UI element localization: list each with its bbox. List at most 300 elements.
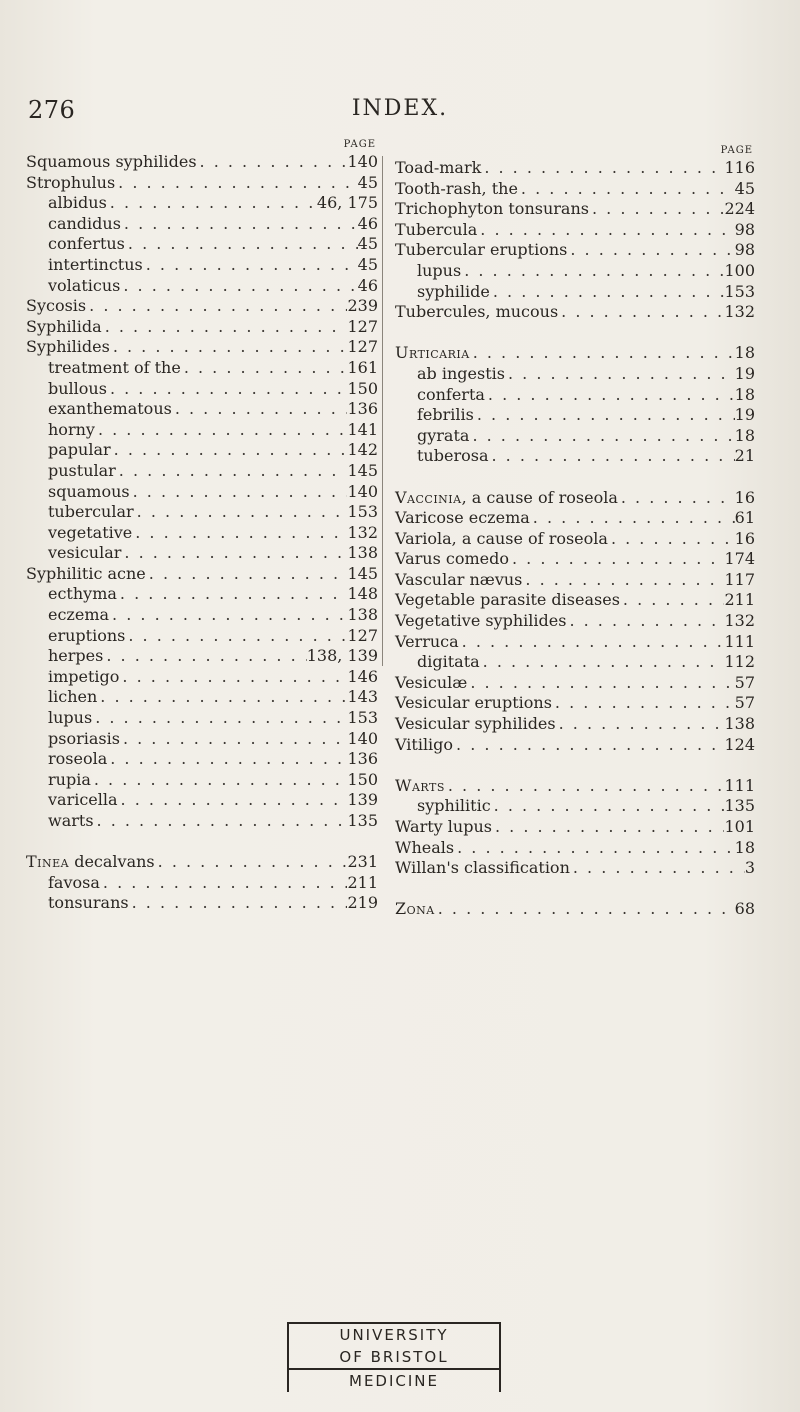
leader-dots [110, 337, 348, 358]
page-reference: 145 [347, 563, 378, 583]
index-term: Tooth-rash, the [395, 178, 518, 198]
stamp-line-bristol: OF BRISTOL [339, 1348, 449, 1366]
index-entry [26, 852, 378, 873]
leader-dots [445, 776, 725, 797]
index-term: gyrata [417, 425, 470, 445]
index-entry [395, 673, 755, 694]
index-entry [26, 276, 378, 297]
index-entry [26, 440, 378, 461]
index-entry [26, 214, 378, 235]
page-reference: 45 [357, 172, 378, 192]
index-entry [26, 770, 378, 791]
entry-gap [395, 879, 755, 900]
leader-dots [474, 405, 735, 426]
index-term: intertinctus [48, 254, 143, 274]
page-reference: 16 [734, 528, 755, 548]
index-entry [395, 385, 755, 406]
page-reference: 153 [347, 502, 378, 522]
page-reference: 46, 175 [316, 193, 378, 213]
page-reference: 18 [734, 425, 755, 445]
index-entry [26, 482, 378, 503]
leader-dots [461, 261, 724, 282]
page-reference: 45 [734, 178, 755, 198]
index-entry [26, 399, 378, 420]
index-term: rupia [48, 769, 91, 789]
index-entry [26, 255, 378, 276]
index-entry [395, 776, 755, 797]
leader-dots [107, 193, 317, 214]
leader-dots [115, 173, 357, 194]
leader-dots [102, 317, 348, 338]
leader-dots [488, 446, 734, 467]
index-entry [395, 220, 755, 241]
index-entry [395, 240, 755, 261]
index-term: candidus [48, 213, 121, 233]
leader-dots [435, 899, 735, 920]
leader-dots [620, 590, 725, 611]
page-reference: 161 [347, 357, 378, 377]
page-column-label: PAGE [720, 145, 753, 156]
index-entry [26, 584, 378, 605]
index-term: vegetative [48, 522, 133, 542]
index-term: lupus [417, 260, 462, 280]
page-reference: 135 [347, 811, 378, 830]
index-entry [26, 790, 378, 811]
page-reference: 101 [724, 817, 755, 836]
page-reference: 211 [724, 590, 755, 610]
page-reference: 127 [347, 337, 378, 357]
leader-dots [453, 735, 724, 756]
page-reference: 57 [734, 693, 755, 713]
index-term: Tubercular eruptions [395, 240, 568, 260]
page-reference: 18 [734, 343, 755, 363]
page-reference: 127 [347, 316, 378, 336]
leader-dots [134, 502, 348, 523]
index-term: tubercular [48, 502, 134, 522]
leader-dots [589, 199, 724, 220]
page-reference: 224 [724, 199, 755, 219]
page-reference: 145 [347, 460, 378, 480]
index-term: Strophulus [26, 172, 116, 192]
page-reference: 132 [724, 611, 755, 631]
page-reference: 57 [734, 672, 755, 692]
leader-dots [119, 667, 347, 688]
index-term: favosa [48, 872, 100, 892]
index-entry [26, 687, 378, 708]
index-entry [395, 158, 755, 179]
leader-dots [107, 379, 348, 400]
leader-dots [480, 652, 725, 673]
index-entry [26, 317, 378, 338]
leader-dots [518, 179, 735, 200]
index-term: exanthematous [48, 399, 172, 419]
leader-dots [92, 708, 347, 729]
page-reference: 45 [357, 234, 378, 254]
index-term-head: Vaccinia [395, 487, 462, 507]
index-entry [395, 590, 755, 611]
index-entry [26, 173, 378, 194]
leader-dots [103, 646, 306, 667]
leader-dots [118, 790, 348, 811]
index-term: digitata [417, 652, 480, 672]
page-reference: 98 [734, 219, 755, 239]
index-term-head: Tinea [26, 852, 70, 872]
index-entry [26, 420, 378, 441]
index-term [395, 343, 470, 364]
page-reference: 68 [734, 899, 755, 919]
page-reference: 46 [357, 275, 378, 295]
index-term: Tubercula [395, 219, 478, 239]
leader-dots [567, 240, 734, 261]
index-term: Vesicular syphilides [395, 714, 556, 734]
leader-dots [505, 364, 735, 385]
leader-dots [95, 420, 348, 441]
index-term: lichen [48, 687, 98, 707]
leader-dots [155, 852, 348, 873]
leader-dots [121, 214, 358, 235]
index-term: lupus [48, 708, 93, 728]
leader-dots [491, 796, 725, 817]
page-reference: 18 [734, 837, 755, 857]
index-column-left [26, 138, 378, 914]
index-term [395, 776, 445, 797]
index-term-rest: , a cause of roseola [461, 487, 618, 507]
page-reference: 140 [347, 152, 378, 171]
page-reference: 138 [347, 605, 378, 625]
page-reference: 146 [347, 666, 378, 686]
leader-dots [477, 220, 734, 241]
leader-dots [492, 817, 724, 838]
page-reference: 139 [347, 790, 378, 810]
leader-dots [552, 693, 735, 714]
index-term: Vegetable parasite diseases [395, 590, 620, 610]
leader-dots [117, 584, 348, 605]
leader-dots [111, 440, 348, 461]
leader-dots [121, 543, 347, 564]
leader-dots [459, 632, 725, 653]
page-reference: 140 [347, 481, 378, 501]
stamp-line-medicine: MEDICINE [289, 1368, 499, 1392]
page-reference: 112 [724, 652, 755, 672]
leader-dots [172, 399, 348, 420]
index-term: tonsurans [48, 893, 129, 913]
index-entry [26, 708, 378, 729]
index-term: conferta [417, 384, 485, 404]
leader-dots [618, 488, 735, 509]
index-term: Vascular nævus [395, 569, 523, 589]
leader-dots [91, 770, 348, 791]
page-reference: 111 [724, 775, 755, 795]
index-entry [395, 652, 755, 673]
page-reference: 141 [347, 419, 378, 439]
index-entry [26, 564, 378, 585]
index-entry [395, 714, 755, 735]
index-entry [395, 199, 755, 220]
index-term: Vitiligo [395, 734, 454, 754]
leader-dots [146, 564, 348, 585]
index-entry [26, 749, 378, 770]
page-reference: 231 [347, 852, 378, 872]
index-term: warts [48, 811, 94, 830]
leader-dots [109, 605, 347, 626]
index-entry [26, 523, 378, 544]
index-term: Verruca [395, 631, 459, 651]
page-reference: 148 [347, 584, 378, 604]
entry-gap [395, 467, 755, 488]
index-term [26, 852, 155, 873]
index-term: Wheals [395, 837, 455, 857]
index-term: Varicose eczema [395, 508, 530, 528]
index-term-head: Warts [395, 775, 445, 795]
leader-dots [132, 523, 347, 544]
index-term: bullous [48, 378, 107, 398]
index-term: ab ingestis [417, 363, 505, 383]
page-number: 276 [28, 96, 76, 124]
index-entry [26, 605, 378, 626]
running-head [28, 96, 772, 130]
index-term: eruptions [48, 625, 126, 645]
leader-dots [120, 276, 357, 297]
page-column-label: PAGE [343, 139, 376, 150]
index-entry [395, 446, 755, 467]
page-reference: 111 [724, 631, 755, 651]
leader-dots [143, 255, 358, 276]
index-term: papular [48, 440, 111, 460]
page-reference: 132 [347, 522, 378, 542]
page-reference: 239 [347, 296, 378, 316]
index-term [395, 488, 618, 509]
index-entry [395, 405, 755, 426]
entry-gap [395, 755, 755, 776]
page-reference: 46 [357, 213, 378, 233]
page-reference: 150 [347, 769, 378, 789]
index-entry [26, 893, 378, 914]
index-term: Varus comedo [395, 549, 509, 569]
library-stamp [287, 1322, 501, 1392]
leader-dots [107, 749, 347, 770]
page-reference: 116 [724, 158, 755, 177]
index-entry [26, 543, 378, 564]
page-reference: 136 [347, 749, 378, 769]
page-reference: 100 [724, 260, 755, 280]
page-reference: 18 [734, 384, 755, 404]
index-term-head: Urticaria [395, 343, 470, 363]
index-term: Tubercules, mucous [395, 302, 559, 322]
leader-dots [558, 302, 724, 323]
index-term: Trichophyton tonsurans [395, 199, 589, 219]
index-entry [26, 729, 378, 750]
page-reference: 140 [347, 728, 378, 748]
index-term: confertus [48, 234, 125, 254]
index-term: herpes [48, 646, 104, 666]
index-term: treatment of the [48, 357, 181, 377]
index-term: volaticus [48, 275, 121, 295]
index-entry [395, 179, 755, 200]
index-entry [26, 152, 378, 173]
index-entry [395, 364, 755, 385]
index-entry [395, 693, 755, 714]
page-reference: 153 [347, 708, 378, 728]
index-term: tuberosa [417, 446, 489, 466]
leader-dots [469, 426, 734, 447]
index-entry [26, 461, 378, 482]
index-entry [395, 570, 755, 591]
leader-dots [608, 529, 735, 550]
page-reference: 16 [734, 487, 755, 507]
running-title: INDEX. [351, 96, 449, 121]
page-reference: 19 [734, 405, 755, 425]
index-entry [26, 502, 378, 523]
page-reference: 138, 139 [306, 646, 378, 666]
index-term: eczema [48, 605, 110, 625]
index-entry [26, 296, 378, 317]
leader-dots [181, 358, 348, 379]
index-entry [395, 858, 755, 879]
page-reference: 45 [357, 254, 378, 274]
leader-dots [490, 282, 725, 303]
index-entry [26, 626, 378, 647]
index-entry [395, 632, 755, 653]
page-reference: 21 [734, 446, 755, 466]
index-entry [395, 529, 755, 550]
index-term: albidus [48, 193, 107, 213]
leader-dots [116, 461, 348, 482]
leader-dots [86, 296, 347, 317]
index-entry [395, 549, 755, 570]
page-reference: 174 [724, 549, 755, 569]
leader-dots [570, 858, 745, 879]
index-term: vesicular [48, 543, 122, 563]
leader-dots [97, 687, 347, 708]
page-reference: 124 [724, 734, 755, 754]
page-reference: 150 [347, 378, 378, 398]
index-entry [395, 343, 755, 364]
index-term: febrilis [417, 405, 474, 425]
column-divider [382, 156, 383, 666]
leader-dots [556, 714, 725, 735]
index-entry [26, 358, 378, 379]
leader-dots [130, 482, 348, 503]
page-reference: 19 [734, 363, 755, 383]
leader-dots [522, 570, 724, 591]
leader-dots [485, 385, 735, 406]
page-reference: 138 [347, 543, 378, 563]
index-entry [395, 508, 755, 529]
page-reference: 3 [744, 858, 755, 878]
index-term: Willan's classification [395, 858, 570, 878]
index-entry [395, 838, 755, 859]
index-term: Squamous syphilides [26, 152, 197, 171]
index-term: Vegetative syphilides [395, 611, 567, 631]
page-reference: 135 [724, 796, 755, 816]
index-entry [395, 735, 755, 756]
index-entry [395, 611, 755, 632]
index-term: ecthyma [48, 584, 117, 604]
index-term [395, 899, 435, 920]
leader-dots [125, 234, 358, 255]
page-reference: 127 [347, 625, 378, 645]
index-entry [26, 193, 378, 214]
leader-dots [100, 873, 348, 894]
index-column-right [395, 138, 755, 920]
index-entry [26, 646, 378, 667]
index-term-head: Zona [395, 899, 435, 919]
index-term: Vesicular eruptions [395, 693, 552, 713]
index-term: impetigo [48, 666, 120, 686]
index-term: psoriasis [48, 728, 120, 748]
leader-dots [566, 611, 724, 632]
index-term-rest: decalvans [69, 852, 155, 872]
stamp-line-university: UNIVERSITY [339, 1326, 449, 1344]
leader-dots [530, 508, 735, 529]
index-entry [26, 337, 378, 358]
leader-dots [94, 811, 348, 832]
leader-dots [125, 626, 347, 647]
index-entry [395, 899, 755, 920]
index-term: horny [48, 419, 95, 439]
page-reference: 136 [347, 399, 378, 419]
index-term: roseola [48, 749, 108, 769]
leader-dots [509, 549, 724, 570]
leader-dots [129, 893, 348, 914]
index-term: Syphilida [26, 316, 102, 336]
index-entry [395, 282, 755, 303]
index-entry [26, 234, 378, 255]
index-entry [26, 379, 378, 400]
index-entry [395, 488, 755, 509]
page-reference: 211 [347, 872, 378, 892]
index-term: Vesiculæ [395, 672, 468, 692]
index-entry [395, 796, 755, 817]
page-reference: 61 [734, 508, 755, 528]
page-reference: 98 [734, 240, 755, 260]
index-term: Toad-mark [395, 158, 482, 177]
page-reference: 153 [724, 281, 755, 301]
index-term: pustular [48, 460, 116, 480]
entry-gap [26, 832, 378, 853]
index-entry [395, 426, 755, 447]
index-term: Syphilides [26, 337, 110, 357]
leader-dots [454, 838, 735, 859]
index-term: syphilitic [417, 796, 491, 816]
index-term: Warty lupus [395, 817, 492, 836]
index-entry [26, 811, 378, 832]
entry-gap [395, 323, 755, 344]
page-reference: 142 [347, 440, 378, 460]
index-term: Variola, a cause of roseola [395, 528, 608, 548]
page-reference: 143 [347, 687, 378, 707]
page-reference: 132 [724, 302, 755, 322]
index-term: varicella [48, 790, 118, 810]
leader-dots [470, 343, 735, 364]
index-term: syphilide [417, 281, 490, 301]
index-term: squamous [48, 481, 130, 501]
index-entry [395, 261, 755, 282]
page-reference: 117 [724, 569, 755, 589]
leader-dots [467, 673, 734, 694]
index-term: Syphilitic acne [26, 563, 146, 583]
leader-dots [197, 152, 348, 173]
page-reference: 138 [724, 714, 755, 734]
index-entry [26, 667, 378, 688]
index-entry [395, 817, 755, 838]
index-entry [395, 302, 755, 323]
leader-dots [481, 158, 724, 179]
page-reference: 219 [347, 893, 378, 913]
index-term: Sycosis [26, 296, 87, 316]
index-entry [26, 873, 378, 894]
leader-dots [120, 729, 348, 750]
